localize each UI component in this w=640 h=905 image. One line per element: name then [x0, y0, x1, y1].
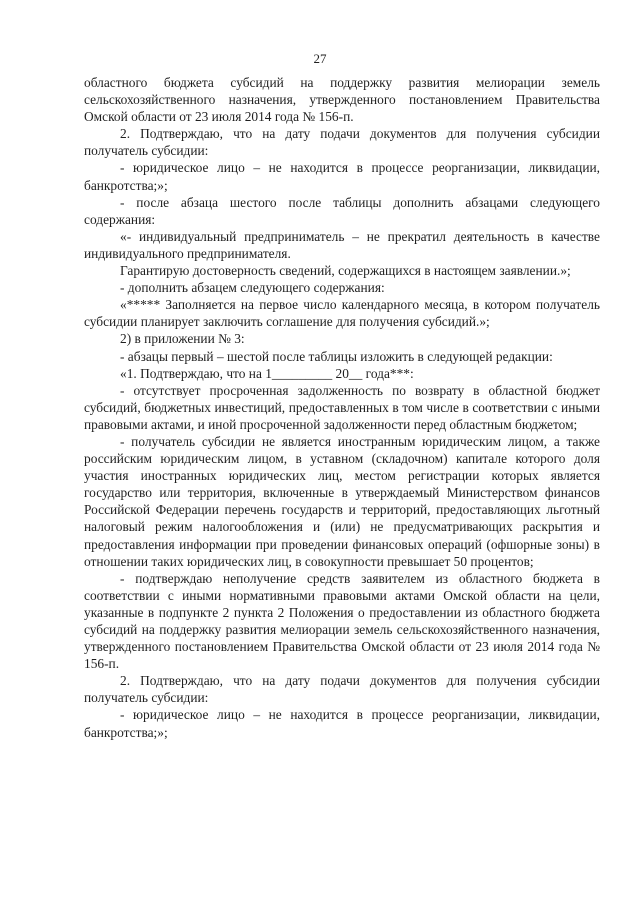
document-body [84, 74, 600, 741]
paragraph-11: «1. Подтверждаю, что на 1_________ 20__ года***: [120, 365, 414, 381]
paragraph-8: «***** Заполняется на первое число календарного месяца, в котором получатель субсидии планирует заключить соглашение для получения субсидий.»; [84, 297, 600, 330]
paragraph-10: - абзацы первый – шестой после таблицы изложить в следующей редакции: [120, 348, 553, 364]
paragraph-6: Гарантирую достоверность сведений, содержащихся в настоящем заявлении.»; [120, 263, 571, 279]
paragraph-7: - дополнить абзацем следующего содержания: [120, 280, 385, 296]
paragraph-1: областного бюджета субсидий на поддержку развития мелиорации земель сельскохозяйственного назначения, утвержденного постановлением Правительства Омской области от 23 июля 2014 года № 156-п. [84, 75, 600, 125]
paragraph-3: - юридическое лицо – не находится в процессе реорганизации, ликвидации, банкротства;»; [84, 160, 600, 193]
paragraph-13: - получатель субсидии не является иностранным юридическим лицом, а также российским юридическим лицом, в уставном (складочном) капитале которого доля участия иностранных юридических лиц, местом регистрации которых является государство или территория, включенные в утверждаемый Министерством финансов Российской Федерации перечень государств и территорий, предоставляющих льготный налоговый режим налогообложения и (или) не предусматривающих раскрытия и предоставления информации при проведении финансовых операций (офшорные зоны) в отношении таких юридических лиц, в совокупности превышает 50 процентов; [84, 433, 600, 569]
paragraph-4: - после абзаца шестого после таблицы дополнить абзацами следующего содержания: [84, 194, 600, 227]
paragraph-12: - отсутствует просроченная задолженность по возврату в областной бюджет субсидий, бюджетных инвестиций, предоставленных в том числе в соответствии с иными правовыми актами, и иной просроченной задолженности перед областным бюджетом; [84, 382, 600, 432]
paragraph-14: - подтверждаю неполучение средств заявителем из областного бюджета в соответствии с иными нормативными правовыми актами Омской области на цели, указанные в подпункте 2 пункта 2 Положения о предоставлении из областного бюджета субсидий на поддержку развития мелиорации земель сельскохозяйственного назначения, утвержденного постановлением Правительства Омской области от 23 июля 2014 года № 156-п. [84, 570, 600, 672]
paragraph-2: 2. Подтверждаю, что на дату подачи документов для получения субсидии получатель субсидии: [84, 126, 600, 159]
page-number: 27 [313, 51, 327, 66]
paragraph-16: - юридическое лицо – не находится в процессе реорганизации, ликвидации, банкротства;»; [84, 707, 600, 740]
paragraph-15: 2. Подтверждаю, что на дату подачи документов для получения субсидии получатель субсидии: [84, 673, 600, 706]
paragraph-5: «- индивидуальный предприниматель – не прекратил деятельность в качестве индивидуального предпринимателя. [84, 228, 600, 261]
paragraph-9: 2) в приложении № 3: [120, 331, 245, 347]
